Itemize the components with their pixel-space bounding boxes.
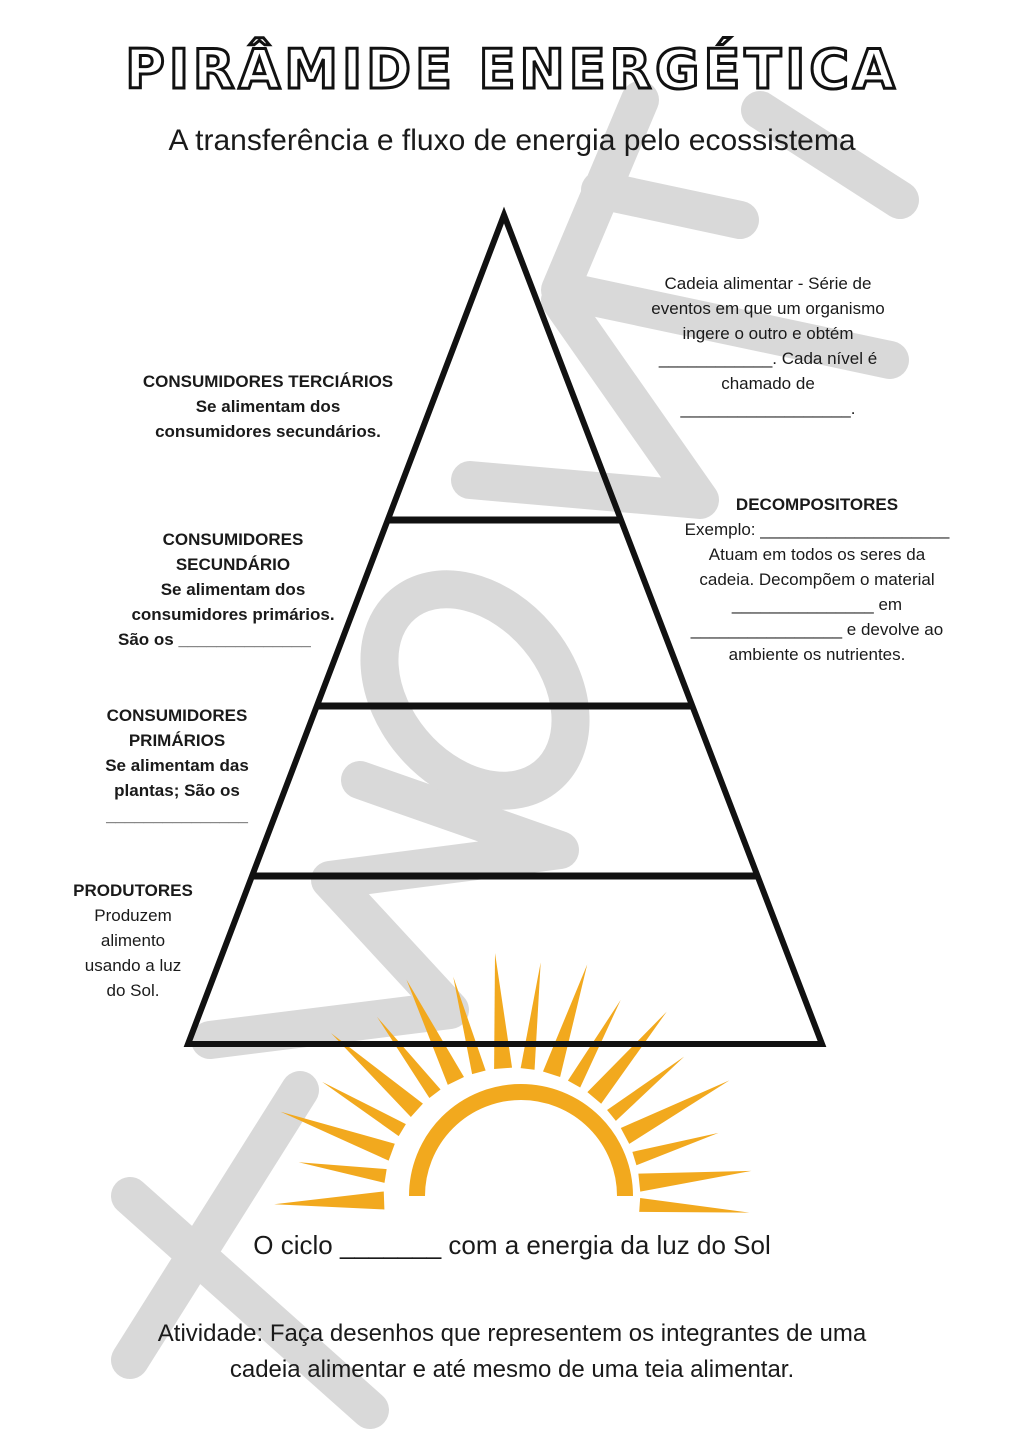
definition-line: ingere o outro e obtém (682, 324, 854, 343)
sun-ray (453, 977, 485, 1074)
level-line: consumidores primários. (131, 605, 335, 624)
definition-line: ____________. Cada nível é (658, 349, 878, 368)
level-line: Se alimentam das (105, 756, 249, 775)
sun-ray (639, 1198, 749, 1213)
food-chain-definition (620, 271, 916, 421)
level-line: São os ______________ (118, 630, 311, 649)
definition-line: chamado de (721, 374, 815, 393)
page-subtitle: A transferência e fluxo de energia pelo ecossistema (168, 124, 856, 157)
level-producers (60, 878, 206, 1003)
sun-ray (543, 964, 587, 1077)
level-line: Produzem (94, 906, 172, 925)
level-heading: SECUNDÁRIO (175, 555, 291, 574)
sun-ray (638, 1171, 751, 1192)
level-line: _______________ (106, 806, 248, 825)
sun-ray (274, 1191, 384, 1209)
decomposers-line: cadeia. Decompõem o material (699, 570, 935, 589)
sun-rays (274, 953, 751, 1213)
definition-line: eventos em que um organismo (651, 299, 885, 318)
decomposers-heading: DECOMPOSITORES (735, 495, 899, 514)
decomposers-block (672, 492, 962, 667)
activity-line: cadeia alimentar e até mesmo de uma teia alimentar. (229, 1356, 795, 1383)
level-secondary-consumers (88, 527, 378, 652)
level-line: usando a luz (84, 956, 182, 975)
cycle-sentence: O ciclo _______ com a energia da luz do Sol (253, 1230, 771, 1260)
decomposers-line: _______________ em (731, 595, 903, 614)
level-heading: CONSUMIDORES (106, 706, 248, 725)
page-title: PIRÂMIDE ENERGÉTICA (125, 38, 899, 101)
level-heading: PRIMÁRIOS (128, 731, 226, 750)
sun-ray (521, 963, 541, 1070)
sun-ray (587, 1012, 666, 1104)
level-primary-consumers (77, 703, 277, 828)
definition-line: Cadeia alimentar - Série de (664, 274, 872, 293)
definition-line: __________________. (680, 399, 856, 418)
level-line: do Sol. (106, 981, 160, 1000)
level-tertiary-consumers (118, 369, 418, 444)
level-line: plantas; São os (114, 781, 240, 800)
level-line: Se alimentam dos (160, 580, 306, 599)
decomposers-line: ________________ e devolve ao (690, 620, 944, 639)
level-heading: PRODUTORES (73, 881, 193, 900)
level-line: alimento (100, 931, 166, 950)
decomposers-line: Exemplo: ____________________ (684, 520, 950, 539)
sun-ray (299, 1162, 387, 1183)
decomposers-line: Atuam em todos os seres da (708, 545, 926, 564)
sun-ray (632, 1133, 718, 1165)
sun-ray (494, 953, 512, 1069)
sun-arc (417, 1092, 625, 1196)
level-line: Se alimentam dos (195, 397, 341, 416)
level-heading: CONSUMIDORES TERCIÁRIOS (142, 372, 394, 391)
sun-illustration (274, 953, 751, 1213)
activity-line: Atividade: Faça desenhos que representem os integrantes de uma (157, 1320, 867, 1347)
decomposers-line: ambiente os nutrientes. (728, 645, 906, 664)
level-line: consumidores secundários. (155, 422, 381, 441)
level-heading: CONSUMIDORES (162, 530, 304, 549)
activity-instructions (0, 1316, 1024, 1388)
